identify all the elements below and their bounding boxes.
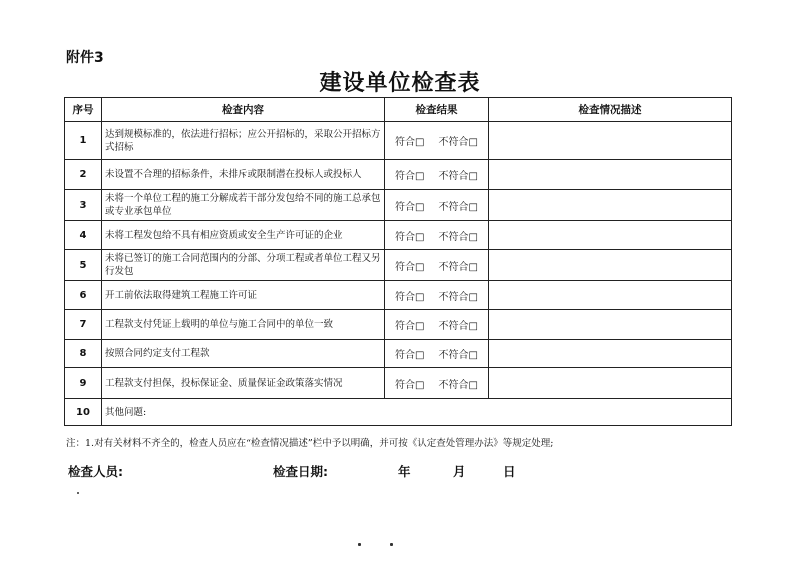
row-description[interactable]	[489, 281, 732, 310]
row-description[interactable]	[489, 160, 732, 190]
row-content: 未将工程发包给不具有相应资质或安全生产许可证的企业	[102, 221, 385, 250]
row-result	[385, 190, 489, 221]
table-row	[65, 122, 732, 160]
row-result	[385, 250, 489, 281]
row-result	[385, 310, 489, 340]
year-label: 年	[398, 464, 411, 479]
row-content: 未设置不合理的招标条件，未排斥或限制潜在投标人或投标人	[102, 160, 385, 190]
header-no: 序号	[65, 98, 102, 122]
row-number: 7	[65, 310, 102, 340]
fail-checkbox[interactable]: 不符合□	[438, 201, 478, 213]
row-result	[385, 281, 489, 310]
row-number: 6	[65, 281, 102, 310]
other-issues-field[interactable]: 其他问题:	[102, 399, 732, 426]
footnote: 注：1.对有关材料不齐全的，检查人员应在“检查情况描述”栏中予以明确，并可按《认定查处管理办法》等规定处理;	[66, 438, 554, 449]
pass-checkbox[interactable]: 符合□	[395, 171, 425, 182]
row-description[interactable]	[489, 250, 732, 281]
row-content: 工程款支付凭证上载明的单位与施工合同中的单位一致	[102, 310, 385, 340]
row-result	[385, 160, 489, 190]
month-label: 月	[453, 464, 466, 479]
row-content: 按照合同约定支付工程款	[102, 340, 385, 368]
header-result: 检查结果	[385, 98, 489, 122]
row-number: 1	[65, 122, 102, 160]
table-header-row	[65, 98, 732, 122]
row-description[interactable]	[489, 122, 732, 160]
header-description: 检查情况描述	[489, 98, 732, 122]
row-number: 2	[65, 160, 102, 190]
row-description[interactable]	[489, 368, 732, 399]
row-result	[385, 368, 489, 399]
table-row	[65, 340, 732, 368]
table-row	[65, 368, 732, 399]
attachment-label: 附件3	[66, 50, 104, 66]
table-row	[65, 160, 732, 190]
scan-speck	[358, 543, 361, 546]
table-row	[65, 281, 732, 310]
fail-checkbox[interactable]: 不符合□	[438, 291, 478, 303]
fail-checkbox[interactable]: 不符合□	[438, 171, 478, 182]
row-number: 9	[65, 368, 102, 399]
table-row	[65, 190, 732, 221]
fail-checkbox[interactable]: 不符合□	[438, 231, 478, 243]
row-number: 5	[65, 250, 102, 281]
scan-speck	[77, 492, 79, 494]
row-content: 工程款支付担保，投标保证金、质量保证金政策落实情况	[102, 368, 385, 399]
fail-checkbox[interactable]: 不符合□	[438, 261, 478, 273]
table-row	[65, 250, 732, 281]
row-description[interactable]	[489, 190, 732, 221]
row-result	[385, 122, 489, 160]
table-row-other	[65, 399, 732, 426]
fail-checkbox[interactable]: 不符合□	[438, 350, 478, 361]
pass-checkbox[interactable]: 符合□	[395, 350, 425, 361]
scan-speck	[390, 543, 393, 546]
row-content: 未将已签订的施工合同范围内的分部、分项工程或者单位工程又另行发包	[102, 250, 385, 281]
pass-checkbox[interactable]: 符合□	[395, 201, 425, 213]
pass-checkbox[interactable]: 符合□	[395, 321, 425, 332]
row-number: 4	[65, 221, 102, 250]
row-content: 未将一个单位工程的施工分解成若干部分发包给不同的施工总承包或专业承包单位	[102, 190, 385, 221]
page-title: 建设单位检查表	[319, 70, 481, 96]
header-content: 检查内容	[102, 98, 385, 122]
row-number: 8	[65, 340, 102, 368]
inspector-label: 检查人员:	[68, 464, 123, 479]
row-content: 达到规模标准的，依法进行招标；应公开招标的，采取公开招标方式招标	[102, 122, 385, 160]
fail-checkbox[interactable]: 不符合□	[438, 137, 478, 148]
row-content: 开工前依法取得建筑工程施工许可证	[102, 281, 385, 310]
row-result	[385, 221, 489, 250]
row-number: 10	[65, 399, 102, 426]
pass-checkbox[interactable]: 符合□	[395, 379, 425, 391]
day-label: 日	[503, 464, 516, 479]
date-label: 检查日期:	[273, 464, 328, 479]
table-row	[65, 221, 732, 250]
row-description[interactable]	[489, 221, 732, 250]
pass-checkbox[interactable]: 符合□	[395, 137, 425, 148]
pass-checkbox[interactable]: 符合□	[395, 231, 425, 243]
row-description[interactable]	[489, 340, 732, 368]
row-number: 3	[65, 190, 102, 221]
pass-checkbox[interactable]: 符合□	[395, 261, 425, 273]
table-row	[65, 310, 732, 340]
fail-checkbox[interactable]: 不符合□	[438, 321, 478, 332]
row-description[interactable]	[489, 310, 732, 340]
inspection-table	[64, 97, 732, 426]
row-result	[385, 340, 489, 368]
pass-checkbox[interactable]: 符合□	[395, 291, 425, 303]
fail-checkbox[interactable]: 不符合□	[438, 379, 478, 391]
